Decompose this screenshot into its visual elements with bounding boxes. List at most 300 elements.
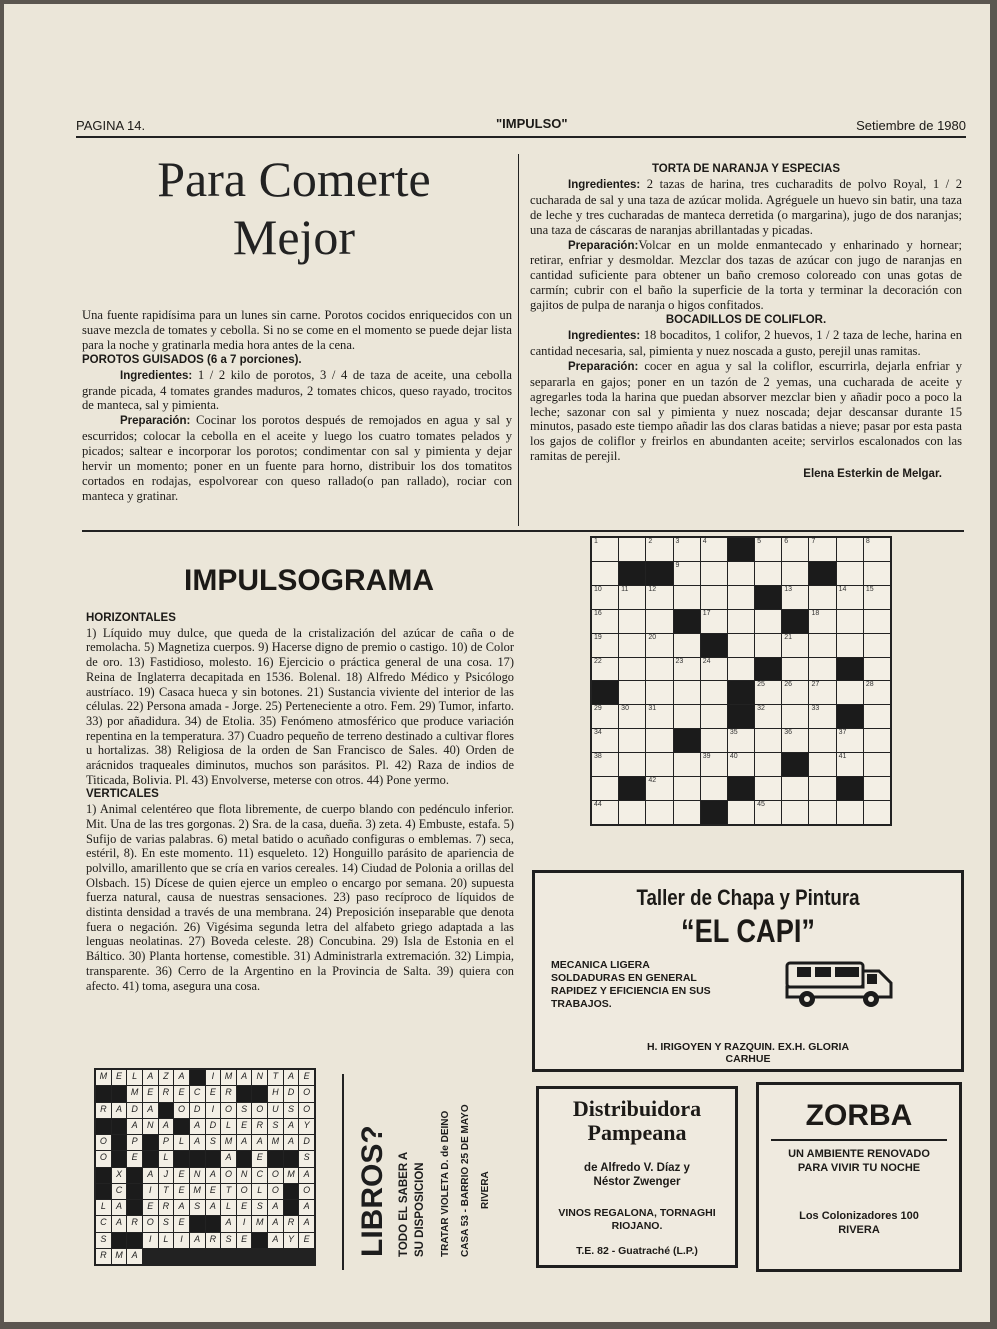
crossword-cell bbox=[837, 634, 863, 657]
crossword-cell bbox=[782, 729, 808, 752]
cell-letter: O bbox=[271, 1168, 279, 1179]
crossword-cell bbox=[96, 1249, 111, 1264]
cell-letter: E bbox=[241, 1233, 248, 1244]
cell-letter: O bbox=[224, 1168, 232, 1179]
article-author: Elena Esterkin de Melgar. bbox=[803, 468, 942, 481]
cell-letter: Z bbox=[163, 1071, 169, 1081]
cell-number: 37 bbox=[838, 729, 847, 737]
cell-letter: L bbox=[163, 1152, 169, 1163]
crossword-cell bbox=[221, 1200, 236, 1215]
cell-letter: I bbox=[211, 1103, 215, 1114]
crossword-block bbox=[701, 634, 727, 657]
crossword-block bbox=[268, 1151, 283, 1166]
crossword-block bbox=[782, 610, 808, 633]
cell-letter: O bbox=[271, 1184, 279, 1195]
crossword-cell bbox=[284, 1233, 299, 1248]
cell-letter: A bbox=[272, 1217, 279, 1228]
crossword-cell bbox=[252, 1168, 267, 1183]
recipe-title-porotos: POROTOS GUISADOS (6 a 7 porciones). bbox=[82, 353, 302, 366]
cell-letter: I bbox=[211, 1071, 215, 1081]
issue-date: Setiembre de 1980 bbox=[856, 118, 966, 133]
crossword-cell bbox=[592, 610, 618, 633]
truck-icon bbox=[783, 957, 897, 1011]
cell-number: 44 bbox=[594, 801, 602, 809]
crossword-cell bbox=[809, 538, 835, 561]
cell-letter: A bbox=[147, 1103, 154, 1114]
cell-letter: A bbox=[303, 1168, 310, 1179]
crossword-block bbox=[728, 538, 754, 561]
crossword-cell bbox=[619, 681, 645, 704]
crossword-cell bbox=[782, 586, 808, 609]
cell-number: 28 bbox=[865, 681, 874, 689]
crossword-cell bbox=[728, 658, 754, 681]
libros-headline: LIBROS? bbox=[356, 1125, 389, 1257]
cell-letter: A bbox=[272, 1201, 279, 1211]
crossword-cell bbox=[112, 1184, 127, 1199]
cell-number: 41 bbox=[838, 753, 847, 761]
crossword-cell bbox=[96, 1151, 111, 1166]
cell-letter: S bbox=[225, 1233, 232, 1244]
crossword-cell bbox=[592, 705, 618, 728]
cell-letter: P bbox=[131, 1136, 138, 1146]
crossword-cell bbox=[159, 1168, 174, 1183]
crossword-cell bbox=[674, 681, 700, 704]
cell-letter: M bbox=[224, 1136, 233, 1146]
vertical-clues: 1) Animal celentéreo que flota libremente, de cuerpo blando con pedénculo inferior. Mit. Una de las tres gorgonas. 2) Sra. de la casa, dueña. 3) zeta. 4) Embuste, estafa. 5) Sufijo de varias palabras. 6) metal batido o acuñado configuras o emblemas. 7) seca, estéril, 8). En este momento. 11) esqueleto. 12) Honguillo parásito de apariencia de polvillo, amarillento que se cría en varios cereales. 14) Ciudad de Polonia a orillas del Olsbach. 15) Dícese de quien ejerce un empleo o encargo por semana. 20) supuesta fuerza natural, causa de nuestras sensaciones. 23) paso recíproco de líquidos de distinta densidad a través de una membrana. 24) Preposición inseparable que denota fuera o negación. 26) Vigésima segunda letra del alfabeto griego adaptada a las lenguas neolatinas. 27) Boveda celeste. 28) Concubina. 29) Isla de Estonia en el Báltico. 30) Planta hortense, comestible. 31) Administrarla extremación. 32) Limpia, transparente. 36) Cerro de la Argentino en la Provincia de Salta. 39) quiera con afecto. 41) toma, asegura una cosa. bbox=[86, 802, 514, 993]
cell-letter: O bbox=[303, 1103, 311, 1114]
crossword-cell bbox=[206, 1184, 221, 1199]
crossword-cell bbox=[755, 538, 781, 561]
crossword-cell bbox=[728, 610, 754, 633]
cell-letter: C bbox=[193, 1087, 201, 1098]
crossword-cell bbox=[864, 801, 890, 824]
crossword-cell bbox=[159, 1200, 174, 1215]
crossword-cell bbox=[299, 1184, 314, 1199]
cell-number: 27 bbox=[811, 681, 820, 689]
crossword-cell bbox=[284, 1168, 299, 1183]
cell-letter: E bbox=[209, 1184, 216, 1195]
crossword-cell bbox=[174, 1233, 189, 1248]
crossword-cell bbox=[299, 1216, 314, 1231]
crossword-cell bbox=[728, 729, 754, 752]
crossword-cell bbox=[237, 1200, 252, 1215]
crossword-block bbox=[674, 729, 700, 752]
crossword-cell bbox=[782, 705, 808, 728]
crossword-block bbox=[728, 681, 754, 704]
crossword-cell bbox=[701, 610, 727, 633]
cell-letter: S bbox=[272, 1119, 279, 1130]
cell-number: 35 bbox=[729, 729, 738, 737]
crossword-cell bbox=[112, 1200, 127, 1215]
crossword-cell bbox=[864, 634, 890, 657]
cell-letter: M bbox=[271, 1136, 280, 1146]
cell-letter: E bbox=[147, 1087, 154, 1098]
cell-number: 26 bbox=[784, 681, 793, 689]
cell-number: 16 bbox=[594, 609, 602, 617]
crossword-cell bbox=[127, 1151, 142, 1166]
cell-letter: R bbox=[162, 1087, 170, 1098]
crossword-block bbox=[190, 1216, 205, 1231]
crossword-cell bbox=[728, 801, 754, 824]
crossword-cell bbox=[237, 1168, 252, 1183]
crossword-block bbox=[809, 562, 835, 585]
crossword-cell bbox=[592, 538, 618, 561]
crossword-cell bbox=[221, 1086, 236, 1101]
crossword-cell bbox=[864, 705, 890, 728]
crossword-cell bbox=[159, 1233, 174, 1248]
cell-letter: A bbox=[241, 1071, 248, 1081]
crossword-cell bbox=[174, 1070, 189, 1085]
crossword-cell bbox=[206, 1168, 221, 1183]
crossword-cell bbox=[646, 729, 672, 752]
cell-letter: I bbox=[180, 1233, 183, 1244]
vertical-heading: VERTICALES bbox=[86, 788, 159, 801]
crossword-cell bbox=[221, 1216, 236, 1231]
crossword-cell bbox=[646, 610, 672, 633]
crossword-cell bbox=[701, 586, 727, 609]
crossword-block bbox=[252, 1233, 267, 1248]
crossword-cell bbox=[127, 1103, 142, 1118]
cell-letter: A bbox=[288, 1119, 295, 1130]
crossword-cell bbox=[701, 658, 727, 681]
crossword-cell bbox=[646, 681, 672, 704]
crossword-cell bbox=[127, 1216, 142, 1231]
crossword-clues bbox=[86, 611, 514, 993]
crossword-block bbox=[127, 1184, 142, 1199]
cell-letter: M bbox=[287, 1168, 295, 1179]
crossword-cell bbox=[96, 1135, 111, 1150]
crossword-cell bbox=[755, 801, 781, 824]
cell-number: 22 bbox=[594, 657, 602, 665]
crossword-cell bbox=[592, 634, 618, 657]
crossword-cell bbox=[143, 1216, 158, 1231]
crossword-cell bbox=[755, 634, 781, 657]
crossword-cell bbox=[728, 634, 754, 657]
cell-letter: S bbox=[288, 1103, 295, 1114]
cell-letter: M bbox=[115, 1249, 123, 1260]
crossword-cell bbox=[674, 705, 700, 728]
crossword-cell bbox=[159, 1151, 174, 1166]
crossword-block bbox=[112, 1151, 127, 1166]
crossword-cell bbox=[190, 1200, 205, 1215]
cell-letter: A bbox=[147, 1071, 154, 1081]
crossword-cell bbox=[190, 1168, 205, 1183]
crossword-cell bbox=[864, 777, 890, 800]
cell-letter: E bbox=[241, 1119, 248, 1130]
crossword-cell bbox=[646, 538, 672, 561]
cell-letter: S bbox=[256, 1201, 263, 1211]
crossword-cell bbox=[96, 1103, 111, 1118]
crossword-block bbox=[646, 562, 672, 585]
crossword-cell bbox=[221, 1151, 236, 1166]
crossword-grid bbox=[590, 536, 892, 826]
crossword-cell bbox=[252, 1119, 267, 1134]
crossword-cell bbox=[237, 1103, 252, 1118]
cell-letter: I bbox=[148, 1233, 152, 1244]
crossword-cell bbox=[252, 1216, 267, 1231]
crossword-cell bbox=[112, 1103, 127, 1118]
crossword-cell bbox=[701, 562, 727, 585]
crossword-block bbox=[237, 1151, 252, 1166]
ad-distribuidora: Distribuidora Pampeana de Alfredo V. Díaz y Néstor Zwenger VINOS REGALONA, TORNAGHI RIOJANO. T.E. 82 - Guatraché (L.P.) bbox=[536, 1086, 738, 1268]
crossword-cell bbox=[237, 1184, 252, 1199]
crossword-block bbox=[782, 753, 808, 776]
crossword-cell bbox=[809, 634, 835, 657]
crossword-cell bbox=[127, 1249, 142, 1264]
crossword-cell bbox=[112, 1249, 127, 1264]
crossword-cell bbox=[221, 1119, 236, 1134]
cell-letter: A bbox=[272, 1233, 279, 1244]
crossword-cell bbox=[646, 634, 672, 657]
cell-number: 6 bbox=[784, 538, 789, 545]
crossword-cell bbox=[206, 1103, 221, 1118]
crossword-cell bbox=[174, 1184, 189, 1199]
crossword-block bbox=[96, 1184, 111, 1199]
cell-number: 20 bbox=[648, 633, 657, 641]
crossword-cell bbox=[674, 777, 700, 800]
crossword-cell bbox=[268, 1216, 283, 1231]
crossword-cell bbox=[237, 1119, 252, 1134]
cell-letter: M bbox=[255, 1217, 264, 1228]
crossword-cell bbox=[755, 753, 781, 776]
cell-letter: O bbox=[303, 1087, 311, 1098]
crossword-block bbox=[96, 1119, 111, 1134]
cell-letter: A bbox=[194, 1119, 201, 1130]
cell-letter: U bbox=[272, 1103, 279, 1114]
crossword-block bbox=[284, 1200, 299, 1215]
cell-letter: E bbox=[178, 1087, 185, 1098]
cell-letter: O bbox=[240, 1184, 248, 1195]
crossword-cell bbox=[143, 1168, 158, 1183]
crossword-cell bbox=[837, 753, 863, 776]
crossword-cell bbox=[782, 658, 808, 681]
crossword-block bbox=[190, 1070, 205, 1085]
crossword-cell bbox=[837, 610, 863, 633]
cell-letter: I bbox=[242, 1217, 246, 1228]
crossword-cell bbox=[190, 1103, 205, 1118]
cell-letter: E bbox=[303, 1233, 310, 1244]
crossword-cell bbox=[619, 538, 645, 561]
crossword-cell bbox=[864, 729, 890, 752]
cell-number: 1 bbox=[594, 538, 598, 545]
crossword-cell bbox=[112, 1168, 127, 1183]
cell-letter: R bbox=[256, 1119, 263, 1130]
cell-number: 17 bbox=[702, 609, 711, 617]
crossword-cell bbox=[206, 1200, 221, 1215]
cell-letter: A bbox=[178, 1201, 185, 1211]
crossword-cell bbox=[755, 610, 781, 633]
crossword-block bbox=[112, 1086, 127, 1101]
cell-letter: A bbox=[131, 1249, 138, 1260]
crossword-cell bbox=[728, 586, 754, 609]
crossword-cell bbox=[755, 681, 781, 704]
cell-letter: N bbox=[193, 1168, 201, 1179]
crossword-block bbox=[174, 1119, 189, 1134]
crossword-cell bbox=[268, 1168, 283, 1183]
crossword-cell bbox=[646, 658, 672, 681]
crossword-cell bbox=[619, 658, 645, 681]
crossword-block bbox=[728, 705, 754, 728]
cell-letter: A bbox=[303, 1217, 310, 1228]
cell-letter: I bbox=[148, 1184, 152, 1195]
crossword-cell bbox=[190, 1086, 205, 1101]
crossword-cell bbox=[252, 1200, 267, 1215]
cell-letter: L bbox=[257, 1184, 263, 1195]
cell-number: 45 bbox=[757, 801, 765, 809]
crossword-cell bbox=[174, 1200, 189, 1215]
crossword-cell bbox=[592, 562, 618, 585]
cell-letter: E bbox=[178, 1184, 185, 1195]
crossword-cell bbox=[284, 1216, 299, 1231]
cell-letter: E bbox=[241, 1201, 248, 1211]
cell-letter: N bbox=[146, 1119, 154, 1130]
page-header bbox=[76, 114, 966, 138]
article-title: Para Comerte Mejor bbox=[157, 151, 431, 265]
crossword-cell bbox=[782, 801, 808, 824]
crossword-cell bbox=[619, 610, 645, 633]
crossword-block bbox=[112, 1233, 127, 1248]
cell-number: 34 bbox=[594, 729, 602, 737]
cell-letter: O bbox=[99, 1152, 107, 1163]
crossword-cell bbox=[221, 1233, 236, 1248]
section-divider bbox=[82, 530, 964, 532]
crossword-cell bbox=[96, 1200, 111, 1215]
crossword-cell bbox=[619, 753, 645, 776]
crossword-cell bbox=[127, 1135, 142, 1150]
cell-letter: O bbox=[99, 1136, 107, 1146]
crossword-cell bbox=[592, 586, 618, 609]
crossword-cell bbox=[701, 538, 727, 561]
crossword-cell bbox=[809, 610, 835, 633]
crossword-cell bbox=[592, 658, 618, 681]
cell-letter: R bbox=[287, 1217, 295, 1228]
crossword-title: IMPULSOGRAMA bbox=[184, 564, 434, 597]
cell-letter: A bbox=[194, 1233, 201, 1244]
crossword-cell bbox=[864, 586, 890, 609]
cell-number: 14 bbox=[838, 585, 847, 593]
crossword-cell bbox=[619, 586, 645, 609]
crossword-cell bbox=[592, 801, 618, 824]
crossword-cell bbox=[809, 586, 835, 609]
crossword-cell bbox=[127, 1119, 142, 1134]
crossword-cell bbox=[112, 1216, 127, 1231]
crossword-cell bbox=[159, 1086, 174, 1101]
crossword-cell bbox=[252, 1103, 267, 1118]
cell-number: 19 bbox=[594, 633, 602, 641]
cell-number: 10 bbox=[594, 585, 602, 593]
crossword-cell bbox=[206, 1070, 221, 1085]
cell-number: 12 bbox=[648, 585, 657, 593]
crossword-cell bbox=[143, 1103, 158, 1118]
crossword-cell bbox=[96, 1216, 111, 1231]
cell-number: 5 bbox=[757, 538, 761, 545]
crossword-cell bbox=[190, 1184, 205, 1199]
cell-letter: O bbox=[256, 1103, 264, 1114]
crossword-cell bbox=[619, 705, 645, 728]
cell-number: 36 bbox=[784, 729, 793, 737]
ad-zorba: ZORBA UN AMBIENTE RENOVADO PARA VIVIR TU NOCHE Los Colonizadores 100 RIVERA bbox=[756, 1082, 962, 1272]
crossword-block bbox=[174, 1151, 189, 1166]
crossword-cell bbox=[268, 1119, 283, 1134]
crossword-cell bbox=[728, 753, 754, 776]
crossword-cell bbox=[674, 801, 700, 824]
crossword-cell bbox=[782, 538, 808, 561]
crossword-cell bbox=[174, 1168, 189, 1183]
cell-letter: A bbox=[288, 1071, 295, 1081]
crossword-cell bbox=[206, 1135, 221, 1150]
crossword-block bbox=[837, 658, 863, 681]
crossword-cell bbox=[174, 1135, 189, 1150]
crossword-block bbox=[755, 586, 781, 609]
crossword-cell bbox=[782, 634, 808, 657]
crossword-block bbox=[96, 1086, 111, 1101]
crossword-cell bbox=[646, 777, 672, 800]
horizontal-clues: 1) Líquido muy dulce, que queda de la cristalización del azúcar de caña o de remolacha. 5) Magnetiza cuerpos. 9) Hacerse digno de premio o castigo. 10) de Color de oro. 13) Fastidioso, molesto. 16) Ejercicio o práctica general de una cosa. 17) Reina de Inglaterra decapitada en 1536. Bolenal. 18) Alfredo Médico y Psicólogo austríaco. 19) Casaca hueca y sin botones. 21) Sustancia viviente del interior de las células. 22) Persona amada - Jorge. 25) Perteneciente a otro. Fem. 29) Tumor, infarto. 33) por añadidura. 34) de Etolia. 35) Fenómeno atmosférico que produce variación repentina en la temperatura. 37) Cuadro pequeño de terreno destinado a cultivar flores u hortalizas. 38) Religiosa de la orden de San Francisco de Sales. 40) Orden de arácnidos traqueales diminutos, muchos son parásitos. Pl. 42) Raza de indios de Titicada, Bolivia. Pl. 43) Envolverse, meterse con otros. 44) Pone yermo. bbox=[86, 625, 514, 787]
crossword-cell bbox=[755, 777, 781, 800]
crossword-cell bbox=[143, 1070, 158, 1085]
crossword-block bbox=[112, 1119, 127, 1134]
cell-number: 40 bbox=[729, 753, 738, 761]
crossword-block bbox=[284, 1151, 299, 1166]
cell-letter: A bbox=[209, 1201, 216, 1211]
crossword-cell bbox=[864, 562, 890, 585]
crossword-cell bbox=[268, 1070, 283, 1085]
crossword-cell bbox=[237, 1070, 252, 1085]
cell-letter: S bbox=[100, 1233, 107, 1244]
cell-number: 2 bbox=[648, 538, 653, 545]
newspaper-name: "IMPULSO" bbox=[496, 116, 568, 131]
crossword-cell bbox=[864, 658, 890, 681]
cell-letter: D bbox=[131, 1103, 138, 1114]
crossword-cell bbox=[782, 681, 808, 704]
crossword-block bbox=[190, 1151, 205, 1166]
cell-letter: O bbox=[303, 1184, 311, 1195]
cell-letter: N bbox=[256, 1071, 263, 1081]
crossword-cell bbox=[592, 729, 618, 752]
cell-letter: A bbox=[178, 1071, 185, 1081]
crossword-block bbox=[127, 1168, 142, 1183]
crossword-cell bbox=[284, 1086, 299, 1101]
crossword-cell bbox=[284, 1119, 299, 1134]
cell-letter: C bbox=[115, 1184, 123, 1195]
crossword-cell bbox=[837, 681, 863, 704]
crossword-cell bbox=[143, 1200, 158, 1215]
ad-taller-chapa: Taller de Chapa y Pintura “EL CAPI” MECANICA LIGERA SOLDADURAS EN GENERAL RAPIDEZ Y EFICIENCIA EN SUS TRABAJOS. H. IRIGOYEN Y RAZQUIN. EX.H. GLORIA CARHUE bbox=[532, 870, 964, 1072]
crossword-cell bbox=[809, 705, 835, 728]
cell-letter: A bbox=[194, 1136, 201, 1146]
crossword-cell bbox=[809, 658, 835, 681]
libros-divider bbox=[342, 1074, 344, 1270]
crossword-block bbox=[701, 801, 727, 824]
crossword-cell bbox=[268, 1086, 283, 1101]
cell-letter: Y bbox=[303, 1119, 310, 1130]
crossword-cell bbox=[592, 753, 618, 776]
crossword-cell bbox=[782, 777, 808, 800]
cell-letter: H bbox=[272, 1087, 279, 1098]
cell-letter: D bbox=[303, 1136, 310, 1146]
cell-letter: E bbox=[115, 1071, 122, 1081]
crossword-cell bbox=[619, 634, 645, 657]
cell-letter: L bbox=[179, 1136, 185, 1146]
cell-letter: R bbox=[100, 1103, 107, 1114]
column-divider bbox=[518, 154, 519, 526]
crossword-cell bbox=[221, 1070, 236, 1085]
taller-name: “EL CAPI” bbox=[680, 913, 816, 949]
cell-number: 3 bbox=[675, 538, 680, 545]
crossword-cell bbox=[701, 705, 727, 728]
cell-letter: D bbox=[209, 1119, 217, 1130]
crossword-block bbox=[284, 1184, 299, 1199]
